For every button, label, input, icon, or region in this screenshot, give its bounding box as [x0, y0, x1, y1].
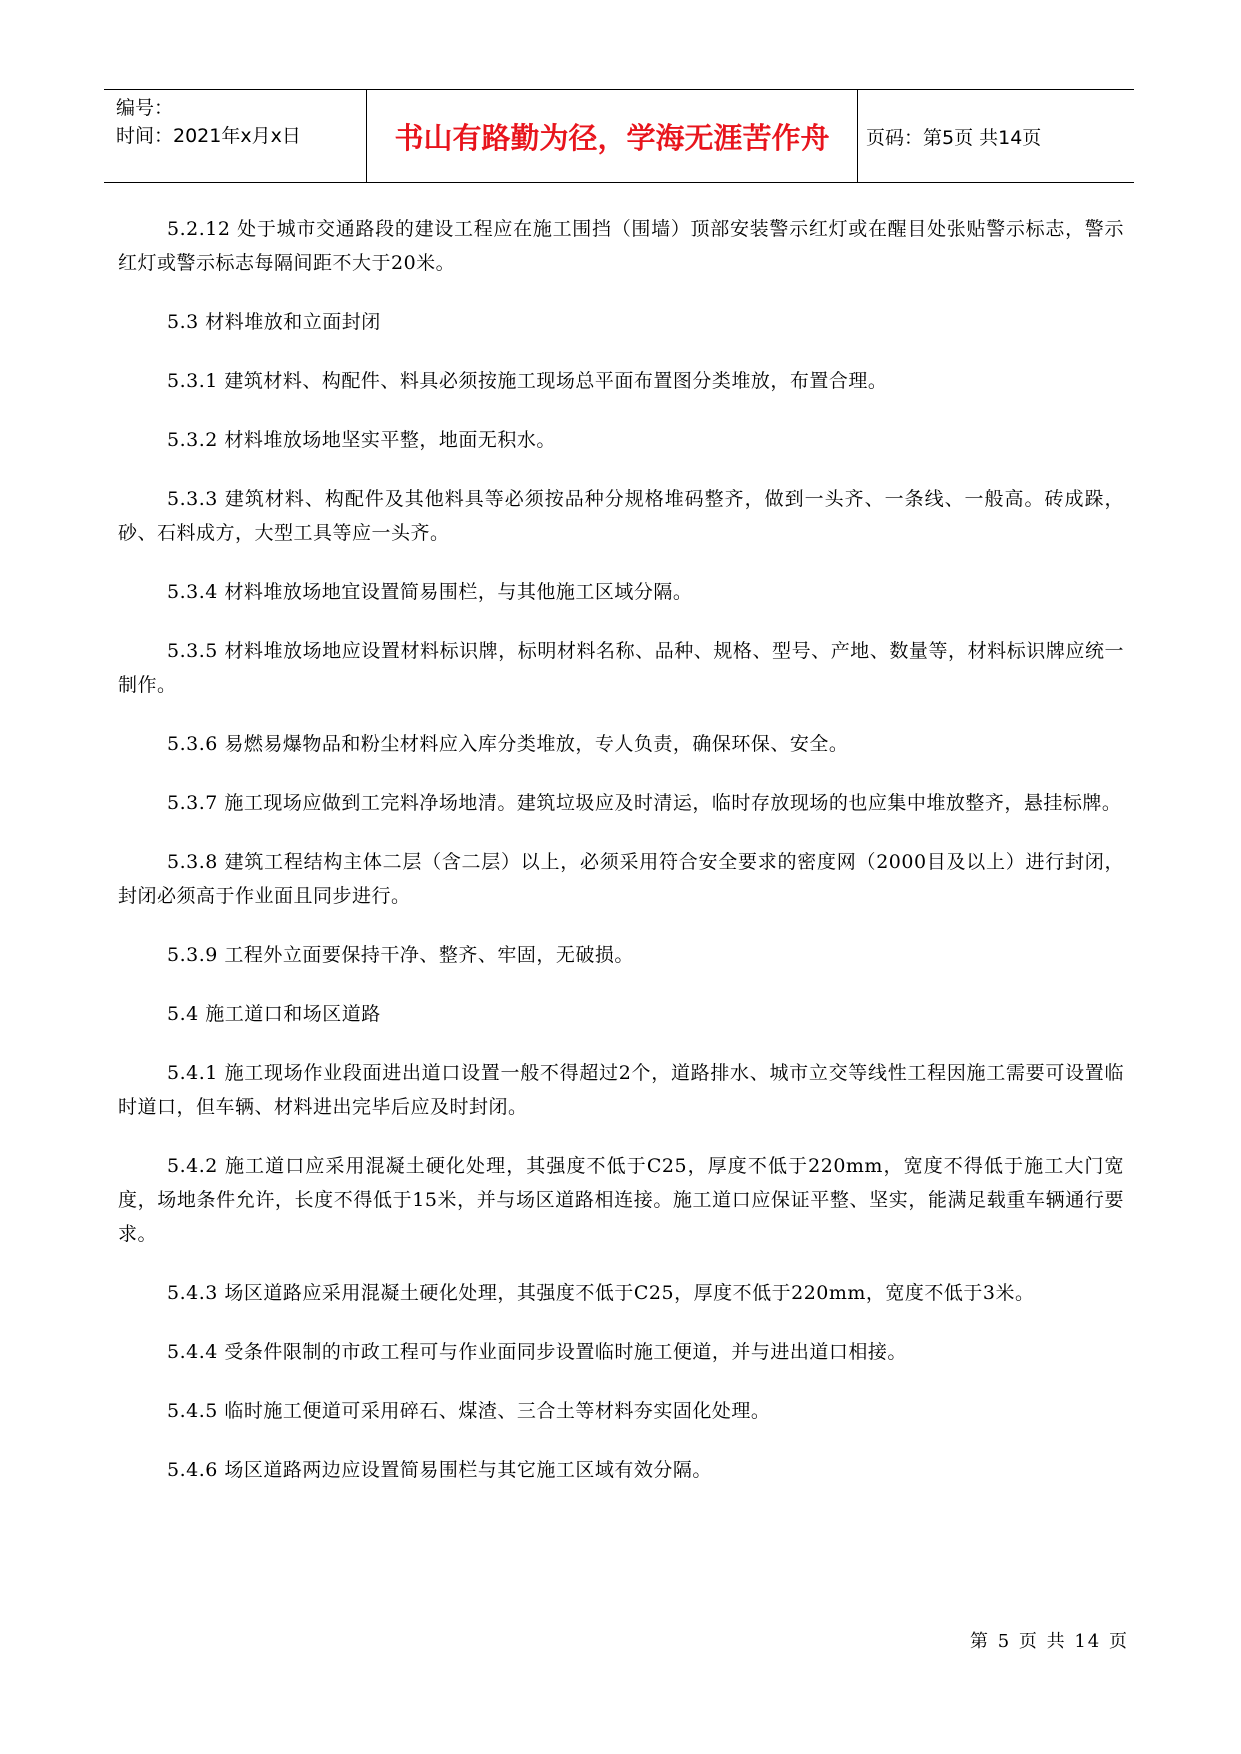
header-motto: 书山有路勤为径，学海无涯苦作舟	[366, 90, 858, 182]
paragraph-5-3-3: 5.3.3 建筑材料、构配件及其他料具等必须按品种分规格堆码整齐，做到一头齐、一条线、一般高。砖成跺，砂、石料成方，大型工具等应一头齐。	[118, 488, 1124, 544]
paragraph-5-2-12: 5.2.12 处于城市交通路段的建设工程应在施工围挡（围墙）顶部安装警示红灯或在醒目处张贴警示标志，警示红灯或警示标志每隔间距不大于20米。	[118, 218, 1124, 274]
header-meta	[116, 94, 301, 150]
paragraph-5-3-9: 5.3.9 工程外立面要保持干净、整齐、牢固，无破损。	[167, 944, 634, 966]
paragraph-5-3-7: 5.3.7 施工现场应做到工完料净场地清。建筑垃圾应及时清运，临时存放现场的也应集中堆放整齐，悬挂标牌。	[167, 792, 1122, 814]
document-body	[118, 212, 1124, 1512]
paragraph-5-4-3: 5.4.3 场区道路应采用混凝土硬化处理，其强度不低于C25，厚度不低于220mm，宽度不低于3米。	[167, 1282, 1035, 1304]
paragraph-5-4-4: 5.4.4 受条件限制的市政工程可与作业面同步设置临时施工便道，并与进出道口相接。	[167, 1341, 907, 1363]
document-number-label: 编号：	[116, 97, 174, 119]
paragraph-5-3-4: 5.3.4 材料堆放场地宜设置简易围栏，与其他施工区域分隔。	[167, 581, 693, 603]
paragraph-5-3-6: 5.3.6 易燃易爆物品和粉尘材料应入库分类堆放，专人负责，确保环保、安全。	[167, 733, 849, 755]
section-heading-5-4: 5.4 施工道口和场区道路	[167, 1003, 381, 1025]
document-time: 时间：2021年x月x日	[116, 125, 301, 147]
paragraph-5-4-2: 5.4.2 施工道口应采用混凝土硬化处理，其强度不低于C25，厚度不低于220mm，宽度不得低于施工大门宽度，场地条件允许，长度不得低于15米，并与场区道路相连接。施工道口应保证平整、坚实，能满足载重车辆通行要求。	[118, 1155, 1124, 1245]
page-footer: 第 5 页 共 14 页	[970, 1631, 1129, 1652]
paragraph-5-3-1: 5.3.1 建筑材料、构配件、料具必须按施工现场总平面布置图分类堆放，布置合理。	[167, 370, 888, 392]
paragraph-5-4-1: 5.4.1 施工现场作业段面进出道口设置一般不得超过2个，道路排水、城市立交等线性工程因施工需要可设置临时道口，但车辆、材料进出完毕后应及时封闭。	[118, 1062, 1124, 1118]
section-heading-5-3: 5.3 材料堆放和立面封闭	[167, 311, 381, 333]
paragraph-5-3-2: 5.3.2 材料堆放场地坚实平整，地面无积水。	[167, 429, 556, 451]
paragraph-5-3-5: 5.3.5 材料堆放场地应设置材料标识牌，标明材料名称、品种、规格、型号、产地、数量等，材料标识牌应统一制作。	[118, 640, 1124, 696]
paragraph-5-4-5: 5.4.5 临时施工便道可采用碎石、煤渣、三合土等材料夯实固化处理。	[167, 1400, 771, 1422]
paragraph-5-4-6: 5.4.6 场区道路两边应设置简易围栏与其它施工区域有效分隔。	[167, 1459, 712, 1481]
page-header	[104, 89, 1134, 183]
paragraph-5-3-8: 5.3.8 建筑工程结构主体二层（含二层）以上，必须采用符合安全要求的密度网（2000目及以上）进行封闭，封闭必须高于作业面且同步进行。	[118, 851, 1124, 907]
header-page-code: 页码：第5页 共14页	[866, 126, 1042, 149]
